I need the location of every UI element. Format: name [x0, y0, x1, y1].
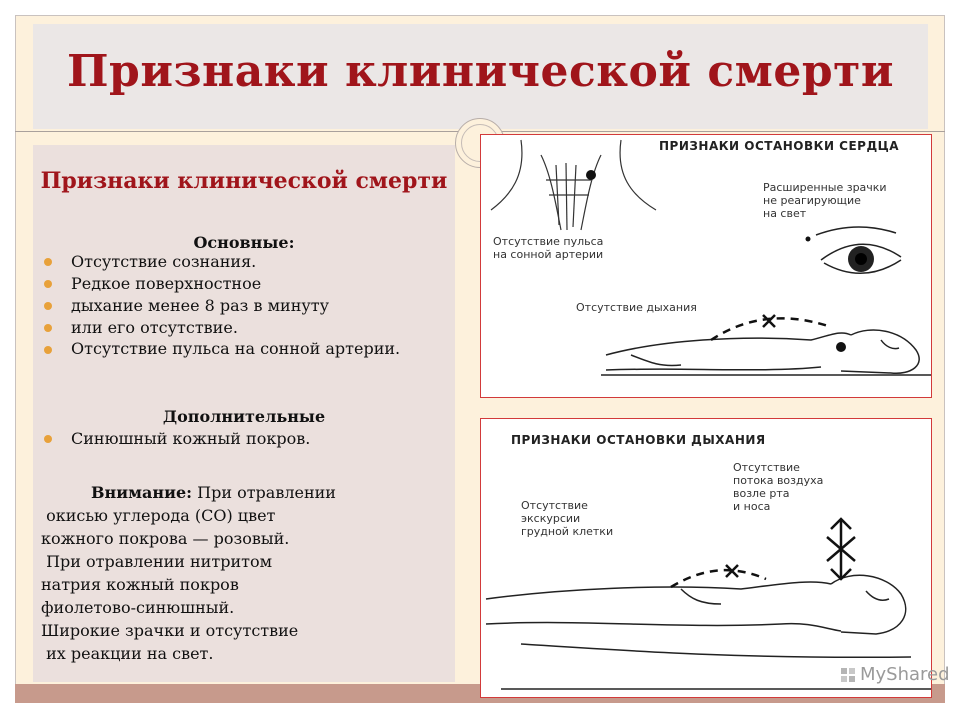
- list-item: Отсутствие сознания.: [33, 253, 455, 271]
- note-line: их реакции на свет.: [41, 644, 214, 663]
- respiratory-arrest-drawing: [481, 419, 933, 699]
- pulse-label: Отсутствие пульса на сонной артерии: [493, 235, 604, 261]
- main-signs-heading: Основные:: [193, 233, 295, 252]
- list-item: или его отсутствие.: [33, 319, 455, 337]
- main-signs-list: [33, 253, 455, 361]
- chest-label: Отсутствие экскурсии грудной клетки: [521, 499, 614, 538]
- note-line: окисью углерода (СО) цвет: [41, 506, 276, 525]
- note-line: кожного покрова — розовый.: [41, 529, 290, 548]
- panel-title: Признаки клинической смерти: [40, 168, 448, 194]
- watermark: [840, 664, 950, 685]
- myshared-logo-icon: [840, 667, 856, 683]
- list-item: Синюшный кожный покров.: [33, 430, 455, 448]
- text-panel: [33, 145, 455, 682]
- page-title: Признаки клинической смерти: [67, 46, 894, 97]
- title-band: [33, 24, 928, 129]
- list-item: Отсутствие пульса на сонной артерии.: [33, 341, 423, 357]
- respiratory-arrest-illustration: [480, 418, 932, 698]
- cardiac-arrest-heading: ПРИЗНАКИ ОСТАНОВКИ СЕРДЦА: [659, 139, 900, 153]
- cardiac-arrest-drawing: [481, 135, 933, 399]
- warning-label: Внимание:: [91, 483, 193, 502]
- respiratory-arrest-heading: ПРИЗНАКИ ОСТАНОВКИ ДЫХАНИЯ: [511, 433, 766, 447]
- breathing-label: Отсутствие дыхания: [576, 301, 697, 314]
- list-item: Редкое поверхностное: [33, 275, 455, 293]
- warning-note: [41, 481, 451, 665]
- list-item: дыхание менее 8 раз в минуту: [33, 297, 455, 315]
- note-line: Широкие зрачки и отсутствие: [41, 621, 299, 640]
- note-line: При отравлении нитритом: [41, 552, 273, 571]
- pupils-label: Расширенные зрачки не реагирующие на свет: [763, 181, 887, 220]
- extra-signs-heading: Дополнительные: [162, 407, 326, 426]
- note-line: При отравлении: [192, 483, 336, 502]
- airflow-label: Отсутствие потока воздуха возле рта и носа: [733, 461, 824, 513]
- extra-signs-list: [33, 430, 455, 448]
- cardiac-arrest-illustration: [480, 134, 932, 398]
- note-line: фиолетово-синюшный.: [41, 598, 235, 617]
- note-line: натрия кожный покров: [41, 575, 239, 594]
- watermark-text: MyShared: [860, 664, 950, 685]
